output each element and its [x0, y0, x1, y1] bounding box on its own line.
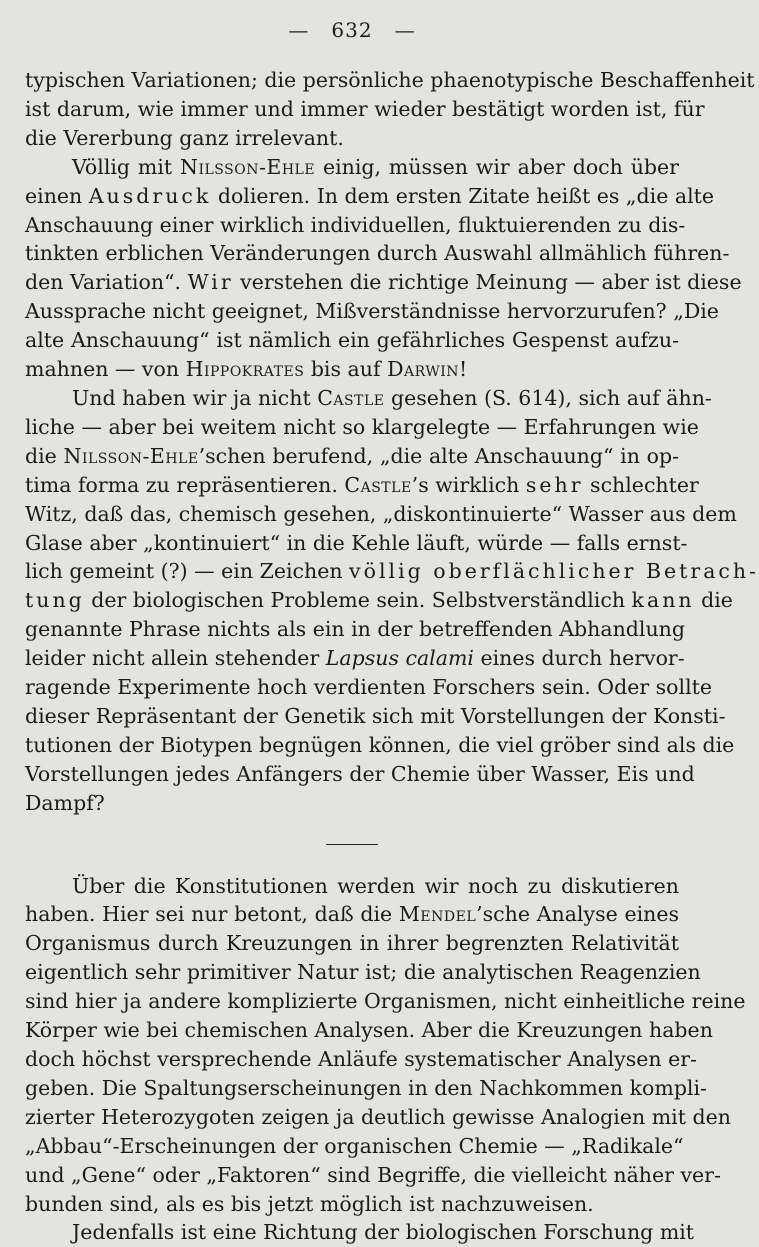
text-line: und „Gene“ oder „Faktoren“ sind Begriffe, die vielleicht näher ver-: [25, 1162, 721, 1187]
text-line: die Vererbung ganz irrelevant.: [25, 125, 344, 150]
text-line: tung der biologischen Probleme sein. Selbstverständlich kann die: [25, 588, 733, 613]
text-line: genannte Phrase nichts als ein in der betreffenden Abhandlung: [25, 617, 686, 642]
author-name: Darwin: [387, 357, 460, 382]
paragraph-4: [25, 872, 746, 1219]
text-line: ragende Experimente hoch verdienten Forschers sein. Oder sollte: [25, 675, 712, 700]
text-line: mahnen — von Hippokrates bis auf Darwin!: [25, 357, 468, 382]
text-line: Vorstellungen jedes Anfängers der Chemie über Wasser, Eis und: [25, 761, 695, 786]
author-name: Nilsson-Ehle: [63, 443, 199, 468]
author-name: Nilsson-Ehle: [180, 154, 316, 179]
author-name: Castle: [344, 472, 412, 497]
text-line: Völlig mit Nilsson-Ehle einig, müssen wir aber doch über: [72, 154, 679, 179]
text-line: geben. Die Spaltungserscheinungen in den Nachkommen kompli-: [25, 1075, 707, 1100]
spaced-emphasis: kann: [631, 588, 695, 613]
section-divider: [326, 844, 378, 845]
paragraph-5: [25, 1218, 695, 1247]
text-line: doch höchst versprechende Anläufe systematischer Analysen er-: [25, 1047, 697, 1071]
author-name: Hippokrates: [185, 357, 305, 382]
spaced-emphasis: sehr: [525, 472, 584, 497]
body-text: [25, 66, 759, 1247]
page-header: [0, 18, 704, 42]
text-line: dieser Repräsentant der Genetik sich mit Vorstellungen der Konsti-: [25, 703, 726, 728]
text-line: Aussprache nicht geeignet, Mißverständnisse hervorzurufen? „Die: [25, 299, 719, 324]
text-line: Anschauung einer wirklich individuellen, fluktuierenden zu dis-: [25, 212, 686, 237]
text-line: haben. Hier sei nur betont, daß die Mendel’sche Analyse eines: [25, 902, 679, 927]
text-line: Jedenfalls ist eine Richtung der biologischen Forschung mit: [72, 1220, 695, 1245]
text-line: „Abbau“-Erscheinungen der organischen Chemie — „Radikale“: [25, 1133, 684, 1158]
text-line: die Nilsson-Ehle’schen berufend, „die alte Anschauung“ in op-: [25, 443, 679, 468]
author-name: Mendel: [398, 902, 477, 927]
spaced-emphasis: Wir: [187, 270, 234, 295]
text-line: typischen Variationen; die persönliche phaenotypische Beschaffenheit: [25, 68, 755, 92]
spaced-emphasis: völlig oberflächlicher Betrach-: [349, 559, 759, 584]
text-line: lich gemeint (?) — ein Zeichen völlig oberflächlicher Betrach-: [25, 559, 759, 584]
header-dash-left: —: [288, 18, 310, 42]
text-line: liche — aber bei weitem nicht so klargelegte — Erfahrungen wie: [25, 414, 699, 439]
spaced-emphasis: Ausdruck: [88, 183, 212, 208]
text-line: leider nicht allein stehender Lapsus calami eines durch hervor-: [25, 646, 685, 671]
text-line: alte Anschauung“ ist nämlich ein gefährliches Gespenst aufzu-: [25, 328, 679, 353]
text-line: Organismus durch Kreuzungen in ihrer begrenzten Relativität: [25, 931, 679, 956]
text-line: tutionen der Biotypen begnügen können, die viel gröber sind als die: [25, 732, 735, 757]
text-line: Dampf?: [25, 790, 105, 815]
text-line: eigentlich sehr primitiver Natur ist; die analytischen Reagenzien: [25, 960, 701, 985]
text-line: zierter Heterozygoten zeigen ja deutlich gewisse Analogien mit den: [25, 1104, 731, 1129]
text-line: den Variation“. Wir verstehen die richtige Meinung — aber ist diese: [25, 270, 742, 295]
spaced-emphasis: tung: [25, 588, 85, 613]
paragraph-1: [25, 66, 755, 153]
page-number: 632: [331, 18, 373, 42]
text-line: einen Ausdruck dolieren. In dem ersten Zitate heißt es „die alte: [25, 183, 715, 208]
text-line: Körper wie bei chemischen Analysen. Aber die Kreuzungen haben: [25, 1018, 713, 1043]
text-line: Glase aber „kontinuiert“ in die Kehle läuft, würde — falls ernst-: [25, 530, 688, 555]
text-line: Und haben wir ja nicht Castle gesehen (S. 614), sich auf ähn-: [72, 385, 712, 410]
text-line: tinkten erblichen Veränderungen durch Auswahl allmählich führen-: [25, 241, 730, 266]
text-line: bunden sind, als es bis jetzt möglich ist nachzuweisen.: [25, 1191, 594, 1216]
author-name: Castle: [317, 385, 385, 410]
text-line: ist darum, wie immer und immer wieder bestätigt worden ist, für: [25, 96, 705, 121]
paragraph-2: [25, 153, 742, 384]
text-line: tima forma zu repräsentieren. Castle’s wirklich sehr schlechter: [25, 472, 699, 497]
paragraph-3: [25, 384, 759, 818]
text-line: Über die Konstitutionen werden wir noch zu diskutieren: [72, 873, 679, 898]
latin-phrase: Lapsus calami: [325, 646, 474, 671]
text-line: Witz, daß das, chemisch gesehen, „diskontinuierte“ Wasser aus dem: [25, 501, 737, 526]
text-line: sind hier ja andere komplizierte Organismen, nicht einheitliche reine: [25, 989, 746, 1014]
header-dash-right: —: [394, 18, 416, 42]
